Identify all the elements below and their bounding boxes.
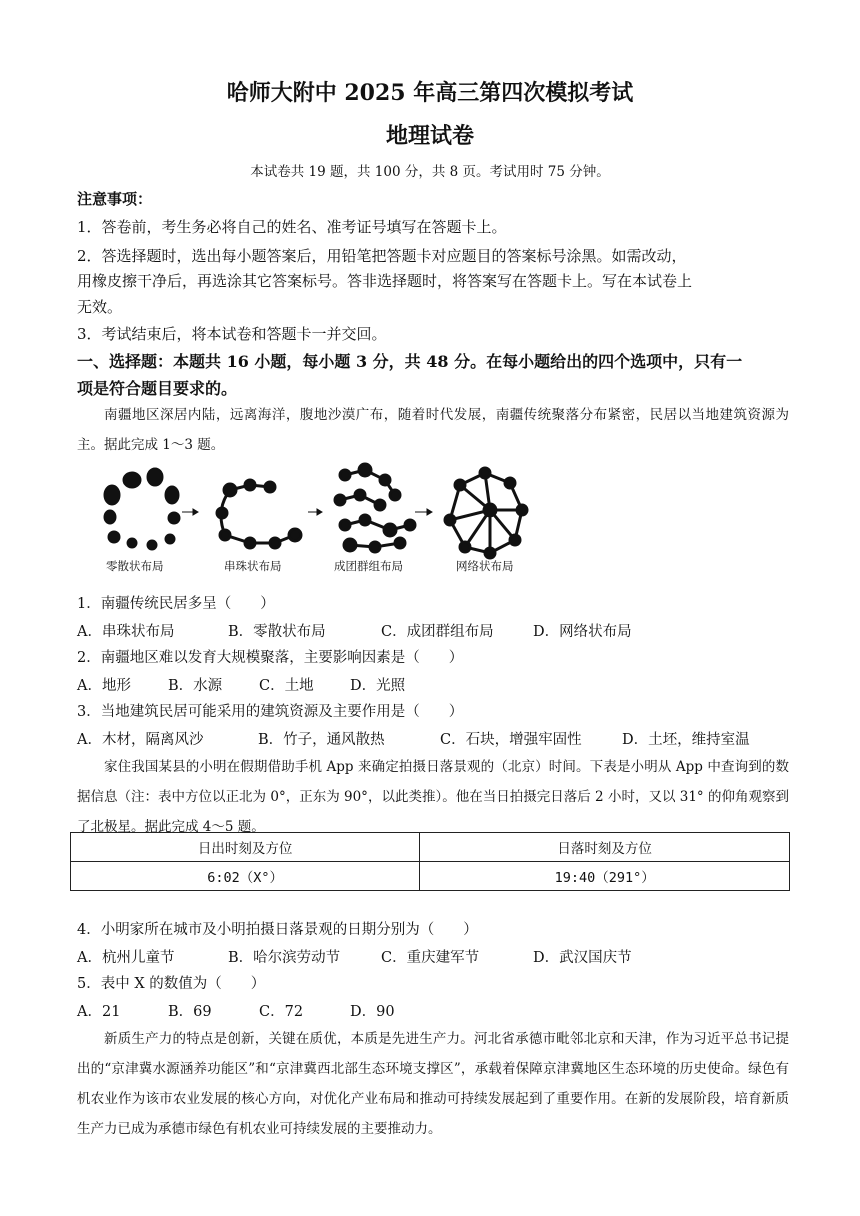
option: C．重庆建军节 (381, 950, 480, 966)
passage-3: 新质生产力的特点是创新，关键在质优，本质是先进生产力。河北省承德市毗邻北京和天津，作为习近平总书记提出的“京津冀水源涵养功能区”和“京津冀西北部生态环境支撑区”，承载着保障京津冀地区生态环境的历史使命。绿色有机农业作为该市农业发展的核心方向，对优化产业布局和推动可持续发展起到了重要作用。在新的发展阶段，培育新质生产力已成为承德市绿色有机农业可持续发展的主要推动力。 (77, 1031, 789, 1137)
note-line: 用橡皮擦干净后，再选涂其它答案标号。答非选择题时，将答案写在答题卡上。写在本试卷上 (77, 272, 693, 290)
note-line: 3．考试结束后，将本试卷和答题卡一并交回。 (77, 325, 387, 343)
figure-caption: 网络状布局 (456, 559, 514, 573)
table-cell: 19:40（291°） (420, 862, 790, 891)
passage-1: 南疆地区深居内陆，远离海洋，腹地沙漠广布，随着时代发展，南疆传统聚落分布紧密，民居以当地建筑资源为主。据此完成 1～3 题。 (77, 407, 789, 453)
option: A．木材，隔离风沙 (77, 732, 204, 748)
exam-title: 哈师大附中 2025 年高三第四次模拟考试 (226, 80, 634, 106)
section-heading-cont: 项是符合题目要求的。 (77, 379, 238, 398)
question-stem: 4．小明家所在城市及小明拍摄日落景观的日期分别为（ ） (77, 922, 478, 938)
scattered-layout-icon (104, 468, 180, 550)
note-line: 1．答卷前，考生务必将自己的姓名、准考证号填写在答题卡上。 (77, 218, 507, 236)
question-stem: 1．南疆传统民居多呈（ ） (77, 596, 275, 612)
passage-2: 家住我国某县的小明在假期借助手机 App 来确定拍摄日落景观的（北京）时间。下表是小明从 App 中查询到的数据信息（注：表中方位以正北为 0°，正东为 90°，以此类推）。他在当日拍摄完日落后 2 小时，又以 31° 的仰角观察到了北极星。据此完成 4～5 题。 (77, 759, 789, 835)
option: C．石块，增强牢固性 (440, 732, 582, 748)
question-stem: 5．表中 X 的数值为（ ） (77, 976, 266, 992)
option: C．土地 (259, 678, 314, 694)
section-heading: 一、选择题：本题共 16 小题，每小题 3 分，共 48 分。在每小题给出的四个选项中，只有一 (77, 352, 743, 371)
question-stem: 2．南疆地区难以发育大规模聚落，主要影响因素是（ ） (77, 650, 464, 666)
option: A．21 (77, 1004, 121, 1020)
figure-caption: 成团群组布局 (334, 559, 403, 573)
option: D．光照 (350, 678, 406, 694)
option: D．90 (350, 1004, 395, 1020)
option: B．竹子，通风散热 (258, 732, 385, 748)
note-line: 无效。 (77, 298, 123, 316)
sun-data-table (70, 832, 790, 891)
option: A．串珠状布局 (77, 624, 175, 640)
string-layout-icon (217, 480, 301, 548)
option: B．69 (168, 1004, 212, 1020)
option: B．水源 (168, 678, 223, 694)
option: A．杭州儿童节 (77, 950, 175, 966)
option: C．72 (259, 1004, 304, 1020)
question-stem: 3．当地建筑民居可能采用的建筑资源及主要作用是（ ） (77, 704, 464, 720)
table-header: 日出时刻及方位 (71, 833, 420, 862)
cluster-layout-icon (335, 464, 415, 552)
notes-heading: 注意事项： (77, 190, 153, 208)
option: B．哈尔滨劳动节 (228, 950, 341, 966)
table-header: 日落时刻及方位 (420, 833, 790, 862)
figure-caption: 串珠状布局 (224, 559, 282, 573)
option: D．网络状布局 (533, 624, 632, 640)
option: A．地形 (77, 678, 131, 694)
table-cell: 6:02（X°） (71, 862, 420, 891)
exam-info: 本试卷共 19 题，共 100 分，共 8 页。考试用时 75 分钟。 (250, 164, 610, 180)
option: C．成团群组布局 (381, 624, 494, 640)
note-line: 2．答选择题时，选出每小题答案后，用铅笔把答题卡对应题目的答案标号涂黑。如需改动， (77, 247, 687, 265)
option: D．武汉国庆节 (533, 950, 632, 966)
option: B．零散状布局 (228, 624, 326, 640)
network-layout-icon (445, 468, 527, 558)
option: D．土坯，维持室温 (622, 732, 750, 748)
exam-subtitle: 地理试卷 (385, 123, 474, 149)
figure-caption: 零散状布局 (106, 559, 164, 573)
